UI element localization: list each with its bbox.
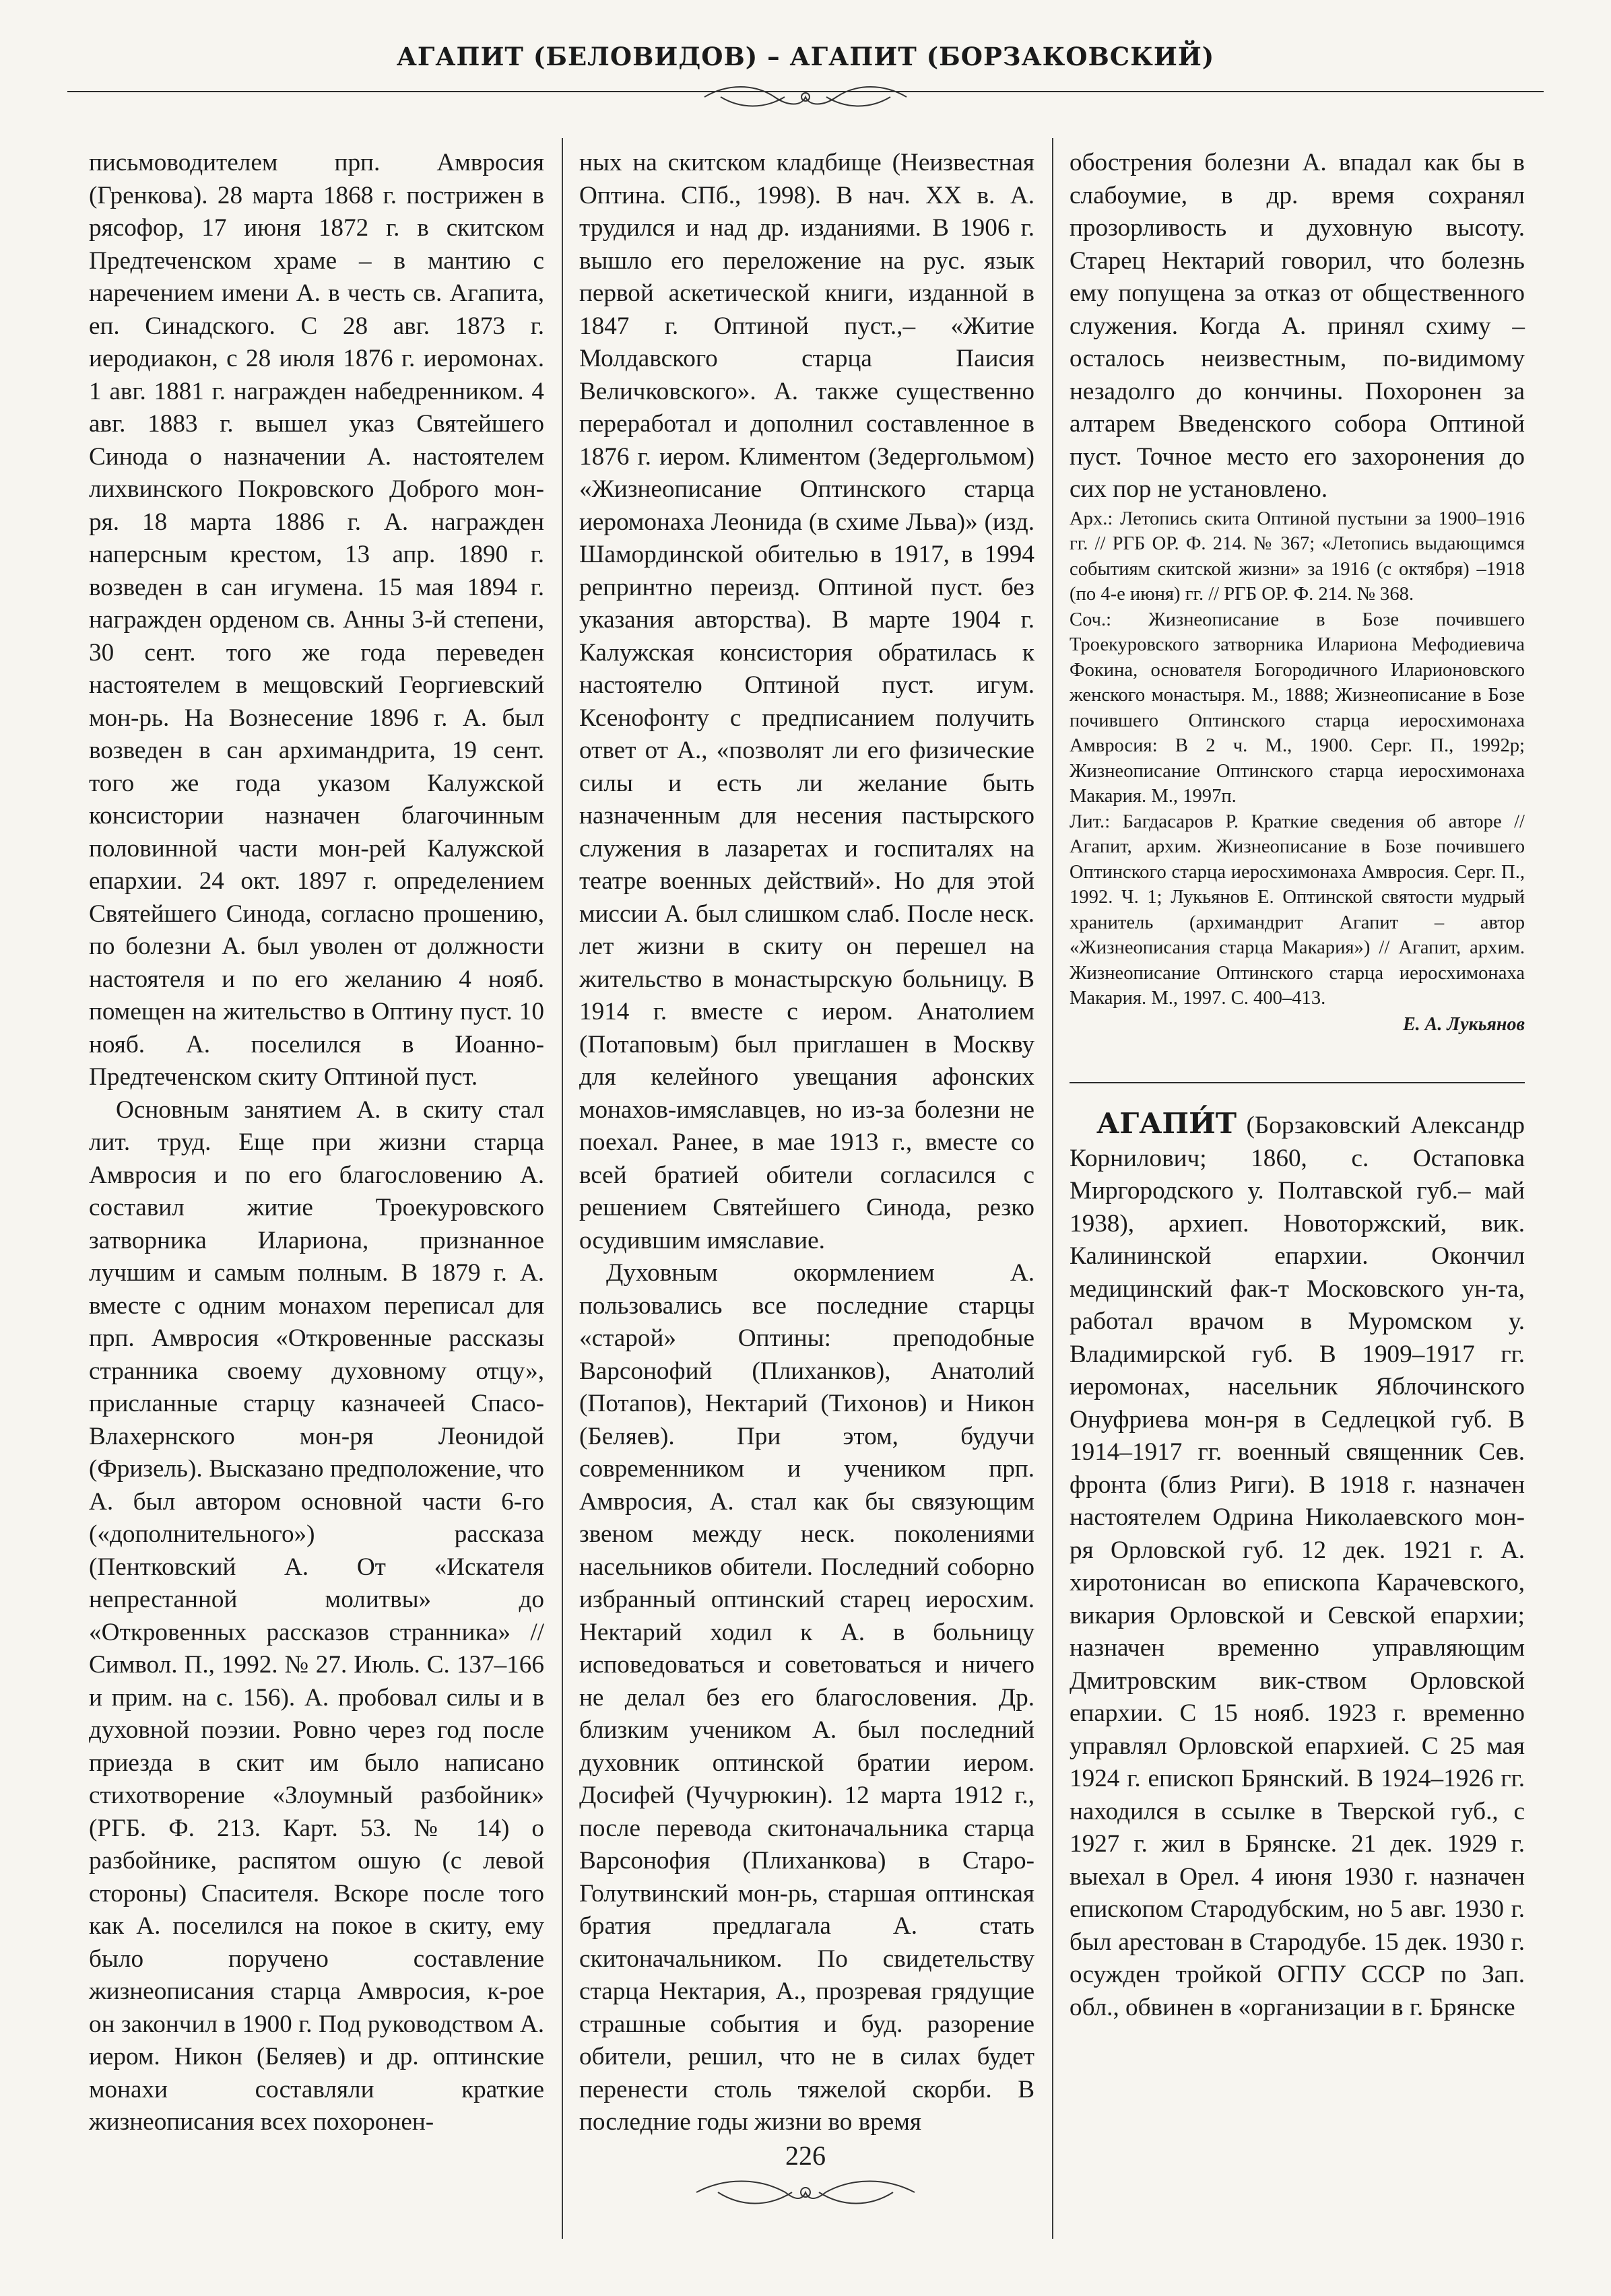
column-divider	[562, 138, 563, 2239]
column-1	[89, 147, 544, 2139]
literature-reference: Лит.: Багдасаров Р. Краткие сведения об авторе // Агапит, архим. Жизнеописание в Бозе почившего Оптинского старца иеросхимонаха Амвросия. Серг. П., 1992. Ч. 1; Лукьянов Е. Оптинской святости мудрый хранитель (архимандрит Агапит – автор «Жизнеописания старца Макария») // Агапит, архим. Жизнеописание Оптинского старца иеросхимонаха Макария. М., 1997. С. 400–413.	[1070, 811, 1525, 1009]
author-signature: Е. А. Лукьянов	[1403, 1013, 1525, 1035]
entry-headword: АГАПИ́Т	[1096, 1107, 1237, 1140]
entry-agapit-borzakovsky	[1070, 1108, 1525, 2024]
paragraph: письмоводителем прп. Амвросия (Гренкова). 28 марта 1868 г. пострижен в рясофор, 17 июня 1872 г. в скитском Предтеченском храме – в мантию с наречением имени А. в честь св. Агапита, еп. Синадского. С 28 авг. 1873 г. иеродиакон, с 28 июля 1876 г. иеромонах. 1 авг. 1881 г. награжден набедренником. 4 авг. 1883 г. вышел указ Святейшего Синода о назначении А. настоятелем лихвинского Покровского Доброго мон-ря. 18 марта 1886 г. А. награжден наперсным крестом, 13 апр. 1890 г. возведен в сан игумена. 15 мая 1894 г. награжден орденом св. Анны 3-й степени, 30 сент. того же года переведен настоятелем в мещовский Георгиевский мон-рь. На Вознесение 1896 г. А. был возведен в сан архимандрита, 19 сент. того же года указом Калужской консистории назначен благочинным половинной части мон-рей Калужской епархии. 24 окт. 1897 г. определением Святейшего Синода, согласно прошению, по болезни А. был уволен от должности настоятеля и по его желанию 4 нояб. помещен на жительство в Оптину пуст. 10 нояб. А. поселился в Иоанно-Предтеченском скиту Оптиной пуст.	[89, 149, 544, 1091]
footer-ornament	[691, 2175, 920, 2210]
paragraph: ных на скитском кладбище (Неизвестная Оптина. СПб., 1998). В нач. XX в. А. трудился и над др. изданиями. В 1906 г. вышло его переложение на рус. язык первой аскетической книги, изданной в 1847 г. Оптиной пуст.,– «Житие Молдавского старца Паисия Величковского». А. также существенно переработал и дополнил составленное в 1876 г. иером. Климентом (Зедергольмом) «Жизнеописание Оптинского старца иеромонаха Леонида (в схиме Льва)» (изд. Шамординской обителью в 1917, в 1994 репринтно переизд. Оптиной пуст. без указания авторства). В марте 1904 г. Калужская консистория обратилась к настоятелю Оптиной пуст. игум. Ксенофонту с предписанием получить ответ от А., «позволят ли его физические силы и есть ли желание быть назначенным для несения пастырского служения в лазаретах и госпиталях на театре военных действий». Но для этой миссии А. был слишком слаб. После неск. лет жизни в скиту он перешел на жительство в монастырскую больницу. В 1914 г. вместе с иером. Анатолием (Потаповым) был приглашен в Москву для келейного увещания афонских монахов-имяславцев, но из-за болезни не поехал. Ранее, в мае 1913 г., вместе со всей братией обители согласился с решением Святейшего Синода, резко осудившим имяславие.	[579, 149, 1034, 1254]
paragraph: Основным занятием А. в скиту стал лит. труд. Еще при жизни старца Амвросия и по его благословению А. составил житие Троекуровского затворника Илариона, признанное лучшим и самым полным. В 1879 г. А. вместе с одним монахом переписал для прп. Амвросия «Откровенные рассказы странника своему духовному отцу», присланные старцу казначеей Спасо-Влахернского мон-ря Леонидой (Фризель). Высказано предположение, что А. был автором основной части 6-го («дополнительного») рассказа (Пентковский А. От «Искателя непрестанной молитвы» до «Откровенных рассказов странника» // Символ. П., 1992. № 27. Июль. С. 137–166 и прим. на с. 156). А. пробовал силы и в духовной поэзии. Ровно через год после приезда в скит им было написано стихотворение «Злоумный разбойник» (РГБ. Ф. 213. Карт. 53. № 14) о разбойнике, распятом ошую (с левой стороны) Спасителя. Вскоре после того как А. поселился на покое в скиту, ему было поручено составление жизнеописания старца Амвросия, к-рое он закончил в 1900 г. Под руководством А. иером. Никон (Беляев) и др. оптинские монахи составляли краткие жизнеописания всех похоронен-	[89, 1095, 544, 2136]
column-2	[579, 147, 1034, 2139]
entry-separator	[1070, 1082, 1525, 1083]
entry-text: (Борзаковский Александр Корнилович; 1860, с. Остаповка Миргородского у. Полтавской губ.– май 1938), архиеп. Новоторжский, вик. Калининской епархии. Окончил медицинский фак-т Московского ун-та, работал врачом в Муромском у. Владимирской губ. В 1909–1917 гг. иеромонах, насельник Яблочинского Онуфриева мон-ря в Седлецкой губ. В 1914–1917 гг. военный священник Сев. фронта (близ Риги). В 1918 г. назначен настоятелем Одрина Николаевского мон-ря Орловской губ. 12 дек. 1921 г. А. хиротонисан во епископа Карачевского, викария Орловской и Севской епархии; назначен временно управляющим Дмитровским вик-ством Орловской епархии. С 15 нояб. 1923 г. временно управлял Орловской епархией. С 25 мая 1924 г. епископ Брянский. В 1924–1926 гг. находился в ссылке в Тверской губ., с 1927 г. жил в Брянске. 21 дек. 1929 г. выехал в Орел. 4 июня 1930 г. назначен епископом Стародубским, но 5 авг. 1930 г. был арестован в Стародубе. 15 дек. 1930 г. осужден тройкой ОГПУ СССР по Зап. обл., обвинен в «организации в г. Брянске	[1070, 1112, 1525, 2021]
running-header: АГАПИТ (БЕЛОВИДОВ) – АГАПИТ (БОРЗАКОВСКИЙ)	[396, 42, 1215, 71]
header-ornament	[700, 82, 911, 112]
column-3	[1070, 147, 1525, 1038]
page-number: 226	[785, 2140, 826, 2171]
archive-reference: Арх.: Летопись скита Оптиной пустыни за 1900–1916 гг. // РГБ ОР. Ф. 214. № 367; «Летопись выдающимся событиям скитской жизни» за 1916 (с октября) –1918 (по 4-е июня) гг. // РГБ ОР. Ф. 214. № 368.	[1070, 508, 1525, 605]
column-divider	[1052, 138, 1053, 2239]
works-reference: Соч.: Жизнеописание в Бозе почившего Троекуровского затворника Илариона Мефодиевича Фокина, основателя Богородичного Иларионовского женского монастыря. М., 1888; Жизнеописание в Бозе почившего Оптинского старца иеросхимонаха Амвросия: В 2 ч. М., 1900. Серг. П., 1992р; Жизнеописание Оптинского старца иеросхимонаха Макария. М., 1997п.	[1070, 609, 1525, 807]
paragraph: обострения болезни А. впадал как бы в слабоумие, в др. время сохранял прозорливость и духовную высоту. Старец Нектарий говорил, что болезнь ему попущена за отказ от общественного служения. Когда А. принял схиму – осталось неизвестным, по-видимому незадолго до кончины. Похоронен за алтарем Введенского собора Оптиной пуст. Точное место его захоронения до сих пор не установлено.	[1070, 149, 1525, 503]
paragraph: Духовным окормлением А. пользовались все последние старцы «старой» Оптины: преподобные Варсонофий (Плиханков), Анатолий (Потапов), Нектарий (Тихонов) и Никон (Беляев). При этом, будучи современником и учеником прп. Амвросия, А. стал как бы связующим звеном между неск. поколениями насельников обители. Последний соборно избранный оптинский старец иеросхим. Нектарий ходил к А. в больницу исповедоваться и советоваться и ничего не делал без его благословения. Др. близким учеником А. был последний духовник оптинской братии иером. Досифей (Чучурюкин). 12 марта 1912 г., после перевода скитоначальника старца Варсонофия (Плиханкова) в Старо-Голутвинский мон-рь, старшая оптинская братия предлагала А. стать скитоначальником. По свидетельству старца Нектария, А., прозревая грядущие страшные события и буд. разорение обители, решил, что не в силах будет перенести столь тяжелой скорби. В последние годы жизни во время	[579, 1259, 1034, 2136]
